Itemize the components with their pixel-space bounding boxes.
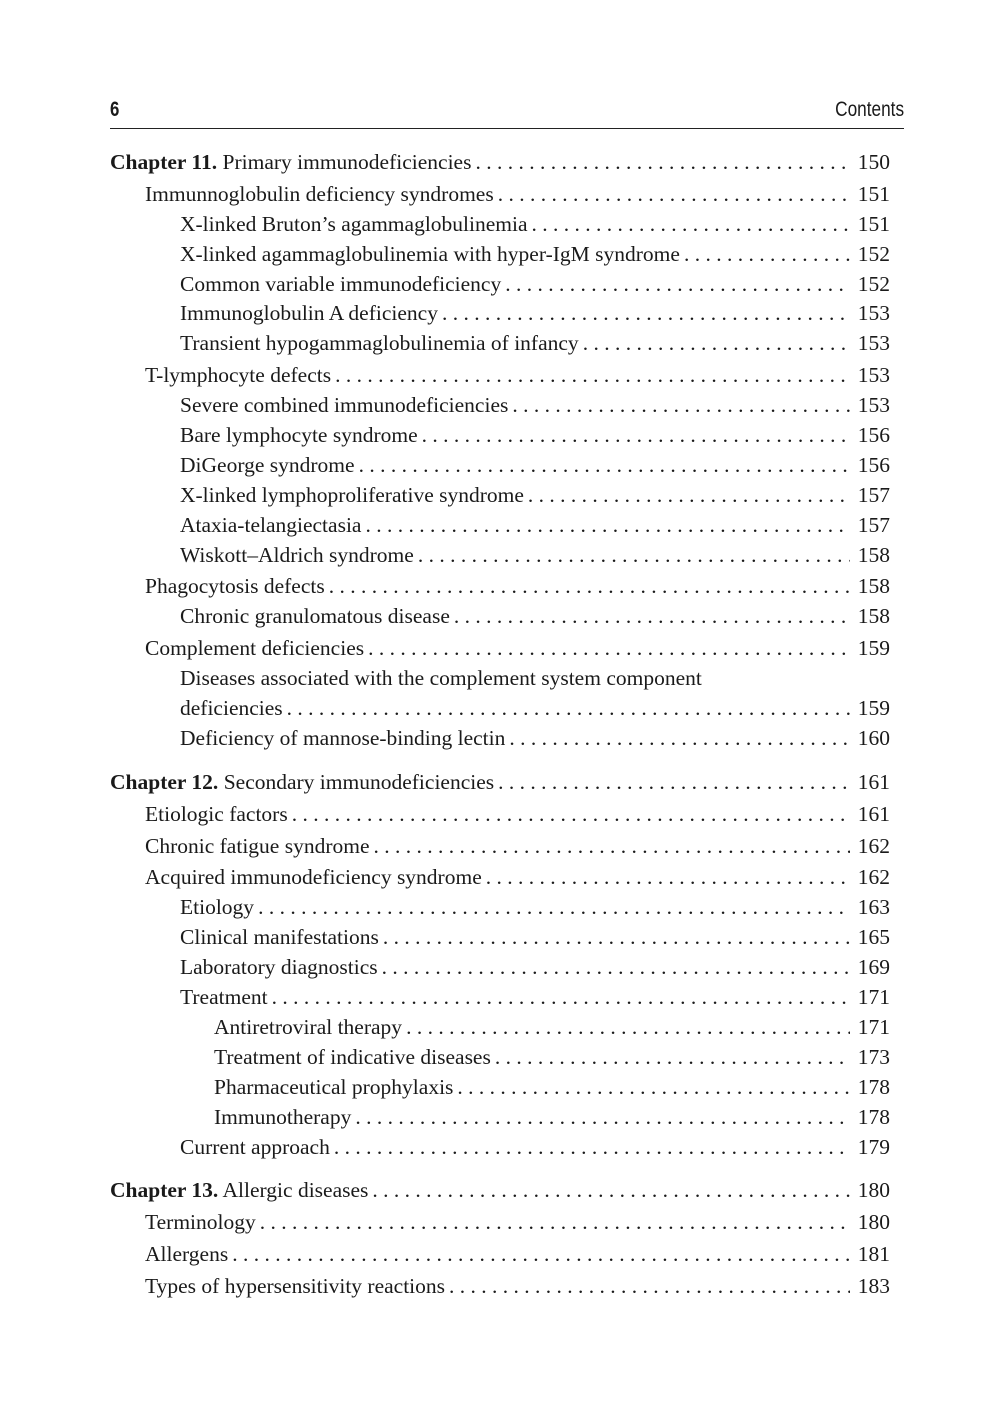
toc-entry	[110, 893, 890, 923]
toc-page-number: 159	[857, 636, 890, 661]
toc-entry	[110, 180, 890, 210]
toc-entry	[110, 451, 890, 481]
toc-entry-title	[110, 148, 471, 178]
toc-entry-text: Transient hypogammaglobulinemia of infancy	[180, 331, 579, 356]
table-of-contents	[110, 148, 890, 1302]
toc-page-number: 153	[857, 301, 890, 326]
toc-entry	[110, 1013, 890, 1043]
toc-entry-title	[180, 391, 508, 421]
dot-leader	[495, 1043, 850, 1073]
toc-entry-title	[180, 329, 579, 359]
dot-leader	[374, 832, 850, 862]
toc-entry	[110, 270, 890, 300]
toc-entry	[110, 1208, 890, 1238]
dot-leader	[498, 768, 850, 798]
toc-page-number: 157	[857, 512, 890, 537]
toc-entry	[110, 1103, 890, 1133]
toc-page-number: 152	[857, 271, 890, 296]
toc-entry	[110, 863, 890, 893]
toc-entry	[110, 694, 890, 724]
toc-entry-text: deficiencies	[180, 696, 283, 721]
toc-entry	[110, 511, 890, 541]
dot-leader	[372, 1176, 850, 1206]
dot-leader	[449, 1272, 850, 1302]
toc-page-number: 151	[857, 211, 890, 236]
dot-leader	[457, 1073, 850, 1103]
toc-entry-title	[110, 768, 494, 798]
toc-entry	[110, 481, 890, 511]
toc-entry	[110, 210, 890, 240]
toc-page-number: 161	[857, 769, 890, 794]
toc-entry-title	[180, 210, 528, 240]
toc-entry-title	[145, 800, 288, 830]
dot-leader	[475, 148, 850, 178]
toc-page-number: 162	[857, 865, 890, 890]
toc-entry-title	[214, 1043, 491, 1073]
dot-leader	[272, 983, 850, 1013]
toc-entry-text: Terminology	[145, 1210, 256, 1235]
toc-entry-text: Immunoglobulin A deficiency	[180, 301, 438, 326]
toc-page-number: 171	[857, 985, 890, 1010]
toc-entry-title	[214, 1013, 402, 1043]
toc-page-number: 181	[857, 1242, 890, 1267]
page-number: 6	[110, 98, 119, 121]
toc-page-number: 156	[857, 452, 890, 477]
toc-page-number: 180	[857, 1210, 890, 1235]
dot-leader	[334, 1133, 850, 1163]
toc-entry-text: Diseases associated with the complement system component	[180, 666, 702, 691]
toc-entry	[110, 634, 890, 664]
toc-entry-text: Severe combined immunodeficiencies	[180, 393, 509, 418]
toc-entry	[110, 832, 890, 862]
toc-entry-title	[145, 634, 364, 664]
toc-entry-title	[145, 1208, 256, 1238]
toc-page-number: 173	[857, 1044, 890, 1069]
toc-entry-title	[180, 724, 505, 754]
toc-page-number: 162	[857, 833, 890, 858]
toc-entry-title	[180, 421, 418, 451]
page-header	[110, 94, 904, 129]
toc-chapter-entry	[110, 768, 890, 798]
toc-entry-title	[145, 361, 331, 391]
dot-leader	[684, 240, 850, 270]
toc-page-number: 178	[857, 1104, 890, 1129]
toc-entry-text: DiGeorge syndrome	[180, 452, 355, 477]
toc-page-number: 158	[857, 542, 890, 567]
dot-leader	[406, 1013, 850, 1043]
toc-page-number: 158	[857, 574, 890, 599]
dot-leader	[486, 863, 850, 893]
toc-entry-title	[214, 1103, 351, 1133]
toc-entry	[110, 983, 890, 1013]
toc-entry-title	[180, 923, 379, 953]
toc-entry-title	[180, 664, 702, 694]
toc-entry-title	[145, 863, 482, 893]
toc-entry-title	[180, 270, 501, 300]
toc-entry-title	[145, 180, 494, 210]
dot-leader	[355, 1103, 850, 1133]
toc-entry-title	[180, 983, 268, 1013]
toc-entry-title	[180, 1133, 330, 1163]
toc-page-number: 159	[857, 696, 890, 721]
toc-page-number: 151	[857, 181, 890, 206]
toc-entry-title	[145, 1272, 445, 1302]
toc-entry-title	[145, 572, 325, 602]
dot-leader	[454, 602, 850, 632]
toc-entry-title	[180, 451, 355, 481]
chapter-label: Chapter 12.	[110, 769, 219, 794]
toc-page-number: 180	[857, 1178, 890, 1203]
dot-leader	[528, 481, 850, 511]
dot-leader	[335, 361, 850, 391]
toc-entry-title	[110, 1176, 368, 1206]
toc-page-number: 153	[857, 363, 890, 388]
toc-entry-text: Current approach	[180, 1134, 330, 1159]
dot-leader	[359, 451, 850, 481]
toc-entry	[110, 240, 890, 270]
toc-entry-title	[180, 602, 450, 632]
toc-page-number: 156	[857, 423, 890, 448]
dot-leader	[365, 511, 850, 541]
dot-leader	[258, 893, 850, 923]
toc-page-number: 163	[857, 895, 890, 920]
toc-entry-text: Chronic fatigue syndrome	[145, 833, 370, 858]
toc-entry-text: Phagocytosis defects	[145, 574, 325, 599]
toc-entry	[110, 391, 890, 421]
chapter-label: Chapter 13.	[110, 1178, 219, 1203]
toc-entry	[110, 1043, 890, 1073]
toc-page-number: 183	[857, 1274, 890, 1299]
dot-leader	[382, 953, 850, 983]
toc-entry-title	[214, 1073, 453, 1103]
toc-page-number: 165	[857, 925, 890, 950]
toc-page-number: 179	[857, 1134, 890, 1159]
toc-entry-title	[180, 511, 361, 541]
toc-entry-title	[180, 481, 524, 511]
toc-entry-title	[145, 832, 370, 862]
running-head: Contents	[835, 98, 904, 121]
toc-entry	[110, 1240, 890, 1270]
toc-entry-text: Pharmaceutical prophylaxis	[214, 1074, 454, 1099]
dot-leader	[442, 299, 850, 329]
toc-entry-text: Secondary immunodeficiencies	[223, 769, 495, 794]
toc-entry-text: Common variable immunodeficiency	[180, 271, 502, 296]
toc-entry	[110, 541, 890, 571]
dot-leader	[509, 724, 850, 754]
toc-page-number: 153	[857, 393, 890, 418]
toc-entry-text: Etiology	[180, 895, 255, 920]
toc-page-number: 158	[857, 604, 890, 629]
toc-page-number: 169	[857, 955, 890, 980]
toc-chapter-entry	[110, 1176, 890, 1206]
toc-entry-text: Chronic granulomatous disease	[180, 604, 450, 629]
toc-entry	[110, 800, 890, 830]
dot-leader	[418, 541, 850, 571]
toc-entry-title	[180, 299, 438, 329]
toc-entry-text: X-linked lymphoproliferative syndrome	[180, 482, 524, 507]
dot-leader	[383, 923, 850, 953]
toc-entry-title	[180, 694, 283, 724]
dot-leader	[498, 180, 850, 210]
toc-entry-text: Bare lymphocyte syndrome	[180, 423, 418, 448]
toc-chapter-entry	[110, 148, 890, 178]
toc-entry	[110, 1073, 890, 1103]
dot-leader	[329, 572, 850, 602]
toc-entry	[110, 1272, 890, 1302]
toc-entry-text: Etiologic factors	[145, 801, 288, 826]
dot-leader	[287, 694, 850, 724]
toc-entry	[110, 361, 890, 391]
toc-entry-text: Types of hypersensitivity reactions	[145, 1274, 446, 1299]
toc-entry-text: Allergic diseases	[222, 1178, 369, 1203]
toc-entry-text: Immunnoglobulin deficiency syndromes	[145, 181, 494, 206]
toc-entry	[110, 923, 890, 953]
toc-page-number: 157	[857, 482, 890, 507]
toc-entry-text: X-linked agammaglobulinemia with hyper-IgM syndrome	[180, 241, 680, 266]
dot-leader	[422, 421, 850, 451]
toc-page-number: 153	[857, 331, 890, 356]
dot-leader	[532, 210, 850, 240]
toc-entry	[110, 953, 890, 983]
toc-entry-text: Clinical manifestations	[180, 925, 379, 950]
toc-entry-text: Acquired immunodeficiency syndrome	[145, 865, 482, 890]
toc-entry	[110, 602, 890, 632]
dot-leader	[292, 800, 850, 830]
toc-entry	[110, 299, 890, 329]
toc-entry-title	[145, 1240, 228, 1270]
dot-leader	[505, 270, 850, 300]
toc-entry	[110, 1133, 890, 1163]
dot-leader	[232, 1240, 850, 1270]
toc-page-number: 171	[857, 1014, 890, 1039]
toc-entry-title	[180, 893, 254, 923]
toc-entry-text: X-linked Bruton’s agammaglobulinemia	[180, 211, 528, 236]
toc-entry-title	[180, 541, 414, 571]
toc-entry-text: Treatment	[180, 985, 268, 1010]
toc-entry	[110, 572, 890, 602]
toc-page-number: 160	[857, 725, 890, 750]
toc-page-number: 161	[857, 801, 890, 826]
toc-entry	[110, 329, 890, 359]
dot-leader	[512, 391, 850, 421]
toc-entry-title	[180, 953, 378, 983]
toc-entry-text: Ataxia-telangiectasia	[180, 512, 362, 537]
toc-entry-text: Primary immunodeficiencies	[222, 150, 472, 174]
toc-entry-text: Antiretroviral therapy	[214, 1014, 403, 1039]
dot-leader	[260, 1208, 850, 1238]
toc-page-number: 150	[857, 150, 890, 174]
toc-entry	[110, 724, 890, 754]
dot-leader	[368, 634, 850, 664]
toc-entry-text: Allergens	[145, 1242, 229, 1267]
toc-entry	[110, 421, 890, 451]
toc-entry-text: Laboratory diagnostics	[180, 955, 378, 980]
toc-entry	[110, 664, 890, 694]
toc-entry-text: Treatment of indicative diseases	[214, 1044, 491, 1069]
toc-entry-text: Wiskott–Aldrich syndrome	[180, 542, 414, 567]
dot-leader	[583, 329, 850, 359]
toc-entry-text: Complement deficiencies	[145, 636, 365, 661]
chapter-label: Chapter 11.	[110, 150, 218, 174]
toc-entry-text: Immunotherapy	[214, 1104, 352, 1129]
toc-entry-title	[180, 240, 680, 270]
toc-page-number: 178	[857, 1074, 890, 1099]
toc-page-number: 152	[857, 241, 890, 266]
toc-entry-text: T-lymphocyte defects	[145, 363, 332, 388]
toc-entry-text: Deficiency of mannose-binding lectin	[180, 725, 506, 750]
